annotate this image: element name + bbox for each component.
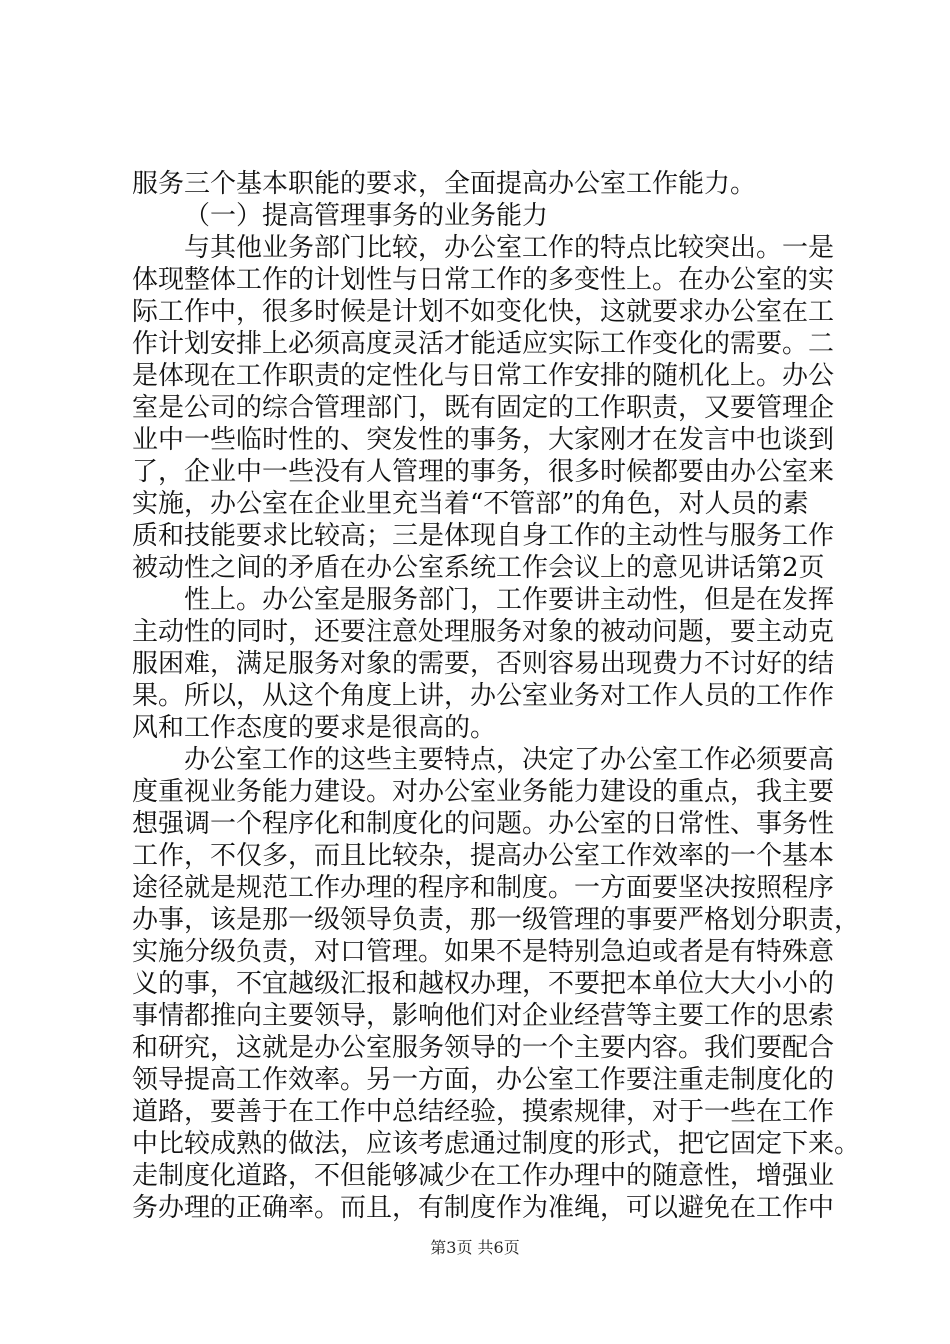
document-body xyxy=(132,168,861,1224)
text-line: 道路，要善于在工作中总结经验，摸索规律，对于一些在工作 xyxy=(132,1097,835,1127)
text-line: 服务三个基本职能的要求，全面提高办公室工作能力。 xyxy=(132,169,757,199)
text-line: 途径就是规范工作办理的程序和制度。一方面要坚决按照程序 xyxy=(132,873,835,903)
page-footer xyxy=(0,1238,950,1258)
text-line: 走制度化道路，不但能够减少在工作办理中的随意性，增强业 xyxy=(132,1161,835,1191)
text-line: 工作，不仅多，而且比较杂，提高办公室工作效率的一个基本 xyxy=(132,841,835,871)
text-line: 主动性的同时，还要注意处理服务对象的被动问题，要主动克 xyxy=(132,617,835,647)
text-line: 事情都推向主要领导，影响他们对企业经营等主要工作的思索 xyxy=(132,1001,835,1031)
text-line: 际工作中，很多时候是计划不如变化快，这就要求办公室在工 xyxy=(132,297,835,327)
text-line: 想强调一个程序化和制度化的问题。办公室的日常性、事务性 xyxy=(132,809,835,839)
page-number: 第3页 共6页 xyxy=(430,1238,520,1257)
text-line: 务办理的正确率。而且，有制度作为准绳，可以避免在工作中 xyxy=(132,1193,835,1223)
paragraph-start: 与其他业务部门比较，办公室工作的特点比较突出。一是 xyxy=(184,233,835,263)
text-line: 被动性之间的矛盾在办公室系统工作会议上的意见讲话第2页 xyxy=(132,553,825,583)
text-line: 和研究，这就是办公室服务领导的一个主要内容。我们要配合 xyxy=(132,1033,835,1063)
text-line: 实施，办公室在企业里充当着“不管部”的角色，对人员的素 xyxy=(132,489,809,519)
text-line: 义的事，不宜越级汇报和越权办理，不要把本单位大大小小的 xyxy=(132,969,835,999)
text-line: 实施分级负责，对口管理。如果不是特别急迫或者是有特殊意 xyxy=(132,937,835,967)
text-line: 业中一些临时性的、突发性的事务，大家刚才在发言中也谈到 xyxy=(132,425,835,455)
text-line: 果。所以，从这个角度上讲，办公室业务对工作人员的工作作 xyxy=(132,681,835,711)
text-line: 了，企业中一些没有人管理的事务，很多时候都要由办公室来 xyxy=(132,457,835,487)
text-line: 办事，该是那一级领导负责，那一级管理的事要严格划分职责， xyxy=(132,905,861,935)
paragraph-start: 性上。办公室是服务部门，工作要讲主动性，但是在发挥 xyxy=(184,585,835,615)
text-line: 中比较成熟的做法，应该考虑通过制度的形式，把它固定下来。 xyxy=(132,1129,861,1159)
text-line: 风和工作态度的要求是很高的。 xyxy=(132,713,497,743)
text-line: 体现整体工作的计划性与日常工作的多变性上。在办公室的实 xyxy=(132,265,835,295)
text-line: 是体现在工作职责的定性化与日常工作安排的随机化上。办公 xyxy=(132,361,835,391)
text-line: 度重视业务能力建设。对办公室业务能力建设的重点，我主要 xyxy=(132,777,835,807)
text-line: 室是公司的综合管理部门，既有固定的工作职责，又要管理企 xyxy=(132,393,835,423)
text-line: 服困难，满足服务对象的需要，否则容易出现费力不讨好的结 xyxy=(132,649,835,679)
text-line: 领导提高工作效率。另一方面，办公室工作要注重走制度化的 xyxy=(132,1065,835,1095)
text-line: 作计划安排上必须高度灵活才能适应实际工作变化的需要。二 xyxy=(132,329,835,359)
paragraph-start: 办公室工作的这些主要特点，决定了办公室工作必须要高 xyxy=(184,745,835,775)
text-line: 质和技能要求比较高；三是体现自身工作的主动性与服务工作 xyxy=(132,521,835,551)
section-heading: （一）提高管理事务的业务能力 xyxy=(184,201,549,231)
